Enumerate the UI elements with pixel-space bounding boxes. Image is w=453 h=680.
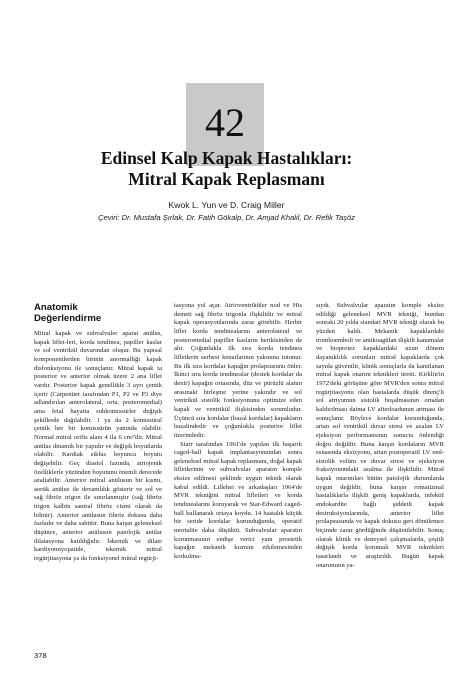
body-column-3: [316, 302, 444, 570]
paragraph: Starr tarafından 1961'de yapılan ilk başarılı caged-ball kapak implantasyonundan sonra geleneksel mitral kapak replasmanı, doğal kapak lifletlerinin ve subvalvular aparatın komple eksize edilmesi şeklinde uygun teknik olarak kabul edildi. Lillehei ve arkadaşları 1964'de MVR tekniğini mitral lifletleri ve korda tendinealarını koruyarak ve Star-Edward caged-ball kullanarak ortaya koydu. 14 hastalık küçük bir seride kordalar korunduğunda, operatif mortalite daha düşüktü. Subvalvular aparatın korunmasının endişe verici yanı prostetik kapağın mekanik kısmını etkilemesinden korkulma-: [174, 440, 302, 561]
chapter-title-line1: Edinsel Kalp Kapak Hastalıkları:: [100, 148, 353, 168]
page-number: 378: [34, 651, 47, 660]
translators: Çeviri: Dr. Mustafa Şırlak, Dr. Fatih Gökalp, Dr. Amjad Khalil, Dr. Refik Taşöz: [98, 213, 355, 222]
section-heading-line1: Anatomik: [34, 302, 78, 313]
section-heading: [34, 302, 162, 324]
body-column-1: [34, 330, 162, 564]
paragraph: tasyona yol açar. Atrioventriküler nod ve His demeti sağ fibröz trigonla ilişkilidir ve mitral kapak operasyonlarında zarar görebilir. Herbir liflet korda tendinealarını anterolateral ve posteromedial papiller kasların herikisinden de alır. Çoğunlukla ilk sıra korda tendinea lifletlerin serbest kenarlarının yakınına tutunur. Bu ilk sıra kordalar kapağın prolapsusunu önler. İkinci sıra korda tendinealar (destek kordalar da denir) kapağın ortasında, düz ve pürüzlü alanın arasınaki birleşme yerine yakındır ve sol ventrikül sistolik fonksiyonunu optimize eden kapak ve ventrikül ilişkisinden sorumludur. Üçüncü sıra kordalar (bazal kordalar) kapakların bazalindedir ve çoğunlukla posterior liflet üzerindedir.: [174, 302, 302, 439]
section-heading-line2: Değerlendirme: [34, 313, 102, 324]
paragraph: sıydı. Subvalvular aparatın komple eksize edildiği geleneksel MVR tekniği, bundan sonraki 20 yılda standart MVR tekniği olarak bu yüzden kaldı. Mekanik kapaklardaki tromboemboli ve antikoagülan ilişkili kanamalar ve bioprotez kapaklardaki uzun dönem dayanıklılık sorunları mitral kapaklarda çok sayıda güvenilir, klinik sonuçlarla da kanıtlanan mitral kapak onarım teknikleri üretti. Kirklin'in 1972'deki görüşüne göre MVR'den sonra mitral regürjitasyonu olan hastalarda düşük direnç'li sol atriyumun sistolik boşalmasının ortadan kaldırılması daima LV afterloadunun artması ile sonuçlanır. Böylece kordalar korunduğunda, artan sol ventrikül duvar stresi ve azalan LV ejeksiyon performansının sonucta önlendiği doğru değildir. Buna karşın kordaların MVR esnasında eksizyonu, artan postoperatif LV end-sistolik volüm ve duvar stresi ve ejeksiyon fraksiyonundaki azalma ile ilişkilidir. Mitral kapak onarımları bütün patolojik durumlarda uygun değildir, buna karşın romatizmal hastalıklarla ilişkili geniş kapaklarda, infektif endokardite bağlı şiddetli kapak destruksiyonlarında, anterior liflet prolapsusunda ve kapak dokusu geri dönülemez biçimde zarar gördüğünde düşünülebilir. Sonuç olarak klinik ve deneysel çalışmalarda, çeşitli değişik korda korumalı MVR teknikleri tasarlandı ve araştırıldı. Bugün kapak onarımının ya-: [316, 302, 444, 569]
body-column-2: [174, 302, 302, 562]
paragraph: Mitral kapak ve subvalvuler aparat anülus, kapak liflet-leri, korda tendinea, papiller kaslar ve sol ventrikül duvarından oluşur. Bu yapısal komponentlerden birinin anormalliği kapak disfonksiyonu ile sonuçlanır. Mitral kapak ta posterior ve anterior olmak üzere 2 ana liflet vardır. Posterior kapak genellikle 3 ayrı çentik içerir (Carpentier tarafından P1, P2 ve P3 diye adlandırılan anterolateral, orta, posteromedial) ama fetal hayatta subkomissürler değişik şekillerde dağılabilir. 1 ya da 2 komissüral çentik her bir komissürün yanında olabilir. Normal mitral orifis alanı 4 ila 6 cm²'dir. Mitral anülus dinamik bir yapıdır ve değişik boyutlarda olabilir. Kardiak siklus boyunca boyutu değişebilir. Geç diastol fazında, atriojenik özelliklerle yüzünden boyutunu önemli derecede azaltabilir. Anterior mitral anülusun bir kısmı, aortik anülus ile devamlılık gösterir ve sol ve sağ fibröz trigon ile sınırlanmıştır (sağ fibröz trigon kalbin santral fibröz cismi olarak da bilinir). Anterior anülusun fibröz dokusu daha fazladır ve daha sabittir. Buna karşın geleneksel düşünce, anterior anülusun patolojik anülar dilatasyona katıldığıdır. İskemik ve dilate kardiyomiyopatide, iskemik mitral regürjitasyona ya da fonksiyonel mitral regürji-: [34, 330, 162, 563]
chapter-title-line2: Mitral Kapak Replasmanı: [128, 169, 325, 189]
authors: Kwok L. Yun ve D. Craig Miller: [168, 200, 285, 210]
chapter-number: 42: [205, 100, 245, 145]
